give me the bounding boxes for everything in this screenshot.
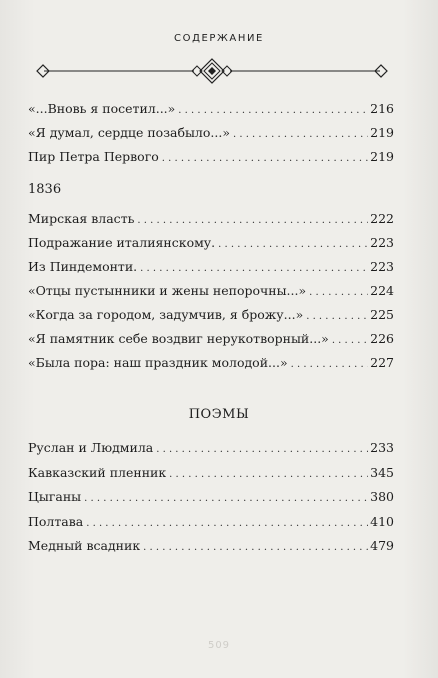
toc-entry-page: 345 <box>370 464 394 480</box>
toc-entry[interactable] <box>28 207 394 231</box>
toc-leader-dots <box>137 209 368 233</box>
toc-entry-page: 223 <box>370 259 394 274</box>
toc-entry-title: «Когда за городом, задумчив, я брожу...» <box>28 307 304 322</box>
toc-entry-title: «Я памятник себе воздвиг нерукотворный...» <box>28 331 329 346</box>
toc-entry-page: 225 <box>370 307 394 322</box>
toc-entry-page: 479 <box>370 538 394 553</box>
toc-entry[interactable] <box>28 534 394 559</box>
toc-entry-page: 233 <box>370 440 394 455</box>
toc-group-top <box>28 97 394 169</box>
toc-entry-title: Цыганы <box>28 489 82 504</box>
toc-group-poems <box>28 436 394 559</box>
toc-entry[interactable] <box>28 461 394 486</box>
toc-leader-dots <box>143 536 368 560</box>
toc-leader-dots <box>86 512 368 536</box>
toc-entry-title: Кавказский пленник <box>28 464 167 480</box>
year-heading: 1836 <box>28 182 62 197</box>
toc-leader-dots <box>140 257 368 281</box>
toc-entry-title: «Я думал, сердце позабыло...» <box>28 125 230 140</box>
toc-entry-title: Мирская власть <box>28 211 135 226</box>
toc-entry[interactable] <box>28 327 394 351</box>
toc-group-1836 <box>28 207 394 375</box>
toc-entry-page: 227 <box>370 355 394 370</box>
toc-leader-dots <box>156 438 368 462</box>
toc-entry-title: «...Вновь я посетил...» <box>28 101 176 116</box>
toc-entry-title: Из Пиндемонти. <box>28 259 138 274</box>
toc-entry[interactable] <box>28 485 394 510</box>
toc-leader-dots <box>309 281 368 305</box>
toc-entry[interactable] <box>28 145 394 169</box>
toc-entry[interactable] <box>28 231 394 255</box>
toc-entry-title: «Отцы пустынники и жены непорочны...» <box>28 283 307 298</box>
section-heading-poems: ПОЭМЫ <box>188 407 250 422</box>
toc-entry-page: 226 <box>370 331 394 346</box>
toc-leader-dots <box>291 353 369 377</box>
toc-entry[interactable] <box>28 510 394 535</box>
toc-entry[interactable] <box>28 351 394 375</box>
toc-leader-dots <box>332 329 368 353</box>
toc-leader-dots <box>169 463 368 487</box>
toc-entry-title: Руслан и Людмила <box>28 440 154 455</box>
toc-leader-dots <box>162 147 368 171</box>
toc-entry-page: 216 <box>370 101 394 116</box>
toc-entry[interactable] <box>28 303 394 327</box>
toc-leader-dots <box>218 233 368 257</box>
toc-entry[interactable] <box>28 97 394 121</box>
toc-leader-dots <box>233 123 368 147</box>
toc-entry[interactable] <box>28 121 394 145</box>
toc-entry-title: Подражание италиянскому. <box>28 235 216 250</box>
toc-entry-page: 380 <box>370 489 394 504</box>
ornament-divider-icon <box>32 58 392 84</box>
toc-entry-page: 224 <box>370 283 394 298</box>
toc-entry[interactable] <box>28 279 394 303</box>
toc-entry-page: 219 <box>370 149 394 164</box>
toc-leader-dots <box>306 305 368 329</box>
toc-entry-page: 410 <box>370 513 394 529</box>
toc-entry[interactable] <box>28 255 394 279</box>
toc-entry-title: Полтава <box>28 513 84 529</box>
toc-leader-dots <box>178 99 368 123</box>
toc-entry-title: Пир Петра Первого <box>28 149 159 164</box>
toc-entry-page: 222 <box>370 211 394 226</box>
toc-leader-dots <box>84 487 368 511</box>
toc-entry[interactable] <box>28 436 394 461</box>
toc-entry-title: Медный всадник <box>28 538 141 553</box>
toc-entry-page: 219 <box>370 125 394 140</box>
page-number-folio: 509 <box>207 640 231 651</box>
running-head: СОДЕРЖАНИЕ <box>174 33 264 44</box>
toc-entry-page: 223 <box>370 235 394 250</box>
toc-entry-title: «Была пора: наш праздник молодой...» <box>28 355 288 370</box>
